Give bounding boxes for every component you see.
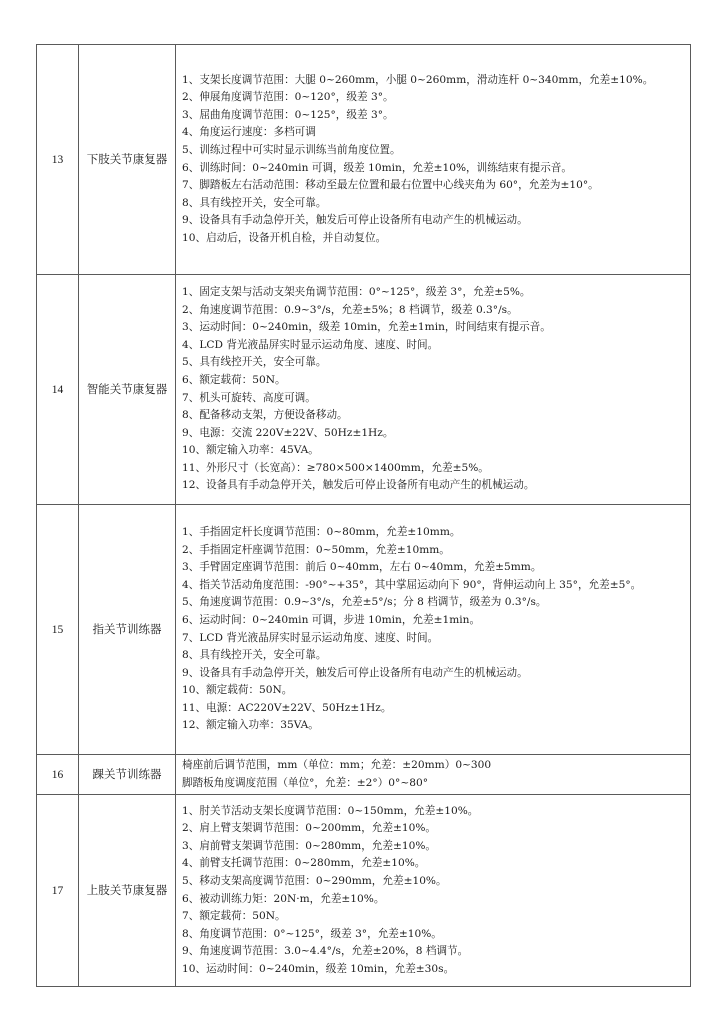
spec-list — [176, 45, 691, 275]
spec-item: 1、固定支架与活动支架夹角调节范围：0°~125°，级差 3°，允差±5%。 — [182, 285, 531, 298]
spec-item: 1、肘关节活动支架长度调节范围：0~150mm，允差±10%。 — [182, 804, 479, 817]
spec-item: 8、角度调节范围：0°~125°，级差 3°，允差±10%。 — [182, 927, 442, 940]
equipment-name: 上肢关节康复器 — [79, 795, 176, 987]
spec-item: 3、手臂固定座调节范围：前后 0~40mm，左右 0~40mm，允差±5mm。 — [182, 561, 542, 574]
item-number: 13 — [37, 45, 79, 275]
item-number: 16 — [37, 755, 79, 795]
table-row — [37, 45, 691, 275]
spec-item: 7、机头可旋转、高度可调。 — [182, 391, 316, 404]
spec-item: 9、电源：交流 220V±22V、50Hz±1Hz。 — [182, 426, 394, 439]
spec-list — [176, 505, 691, 755]
spec-item: 10、额定输入功率：45VA。 — [182, 444, 319, 457]
spec-item: 2、肩上臂支架调节范围：0~200mm，允差±10%。 — [182, 822, 436, 835]
spec-item: 6、训练时间：0~240min 可调，级差 10min，允差±10%，训练结束有提示音。 — [182, 161, 572, 174]
equipment-spec-table — [36, 44, 691, 987]
spec-item: 4、前臂支托调节范围：0~280mm，允差±10%。 — [182, 857, 426, 870]
spec-item: 3、运动时间：0~240min，级差 10min，允差±1min，时间结束有提示音。 — [182, 321, 551, 334]
table-row — [37, 795, 691, 987]
spec-item: 1、手指固定杆长度调节范围：0~80mm，允差±10mm。 — [182, 525, 461, 538]
table-row — [37, 755, 691, 795]
spec-item: 2、伸展角度调节范围：0~120°，级差 3°。 — [182, 91, 394, 104]
equipment-name: 下肢关节康复器 — [79, 45, 176, 275]
table-row — [37, 275, 691, 505]
item-number: 17 — [37, 795, 79, 987]
spec-item: 4、指关节活动角度范围：-90°~+35°，其中掌屈运动向下 90°，背伸运动向上 35°，允差±5°。 — [182, 578, 642, 591]
spec-item: 8、具有线控开关，安全可靠。 — [182, 649, 327, 662]
table-row — [37, 505, 691, 755]
spec-item: 5、移动支架高度调节范围：0~290mm，允差±10%。 — [182, 874, 447, 887]
spec-item: 8、具有线控开关，安全可靠。 — [182, 196, 327, 209]
spec-item: 10、启动后，设备开机自检，并自动复位。 — [182, 231, 387, 244]
item-number: 15 — [37, 505, 79, 755]
spec-item: 11、电源：AC220V±22V、50Hz±1Hz。 — [182, 701, 392, 714]
equipment-name: 指关节训练器 — [79, 505, 176, 755]
spec-item: 5、训练过程中可实时显示训练当前角度位置。 — [182, 143, 401, 156]
spec-list — [176, 795, 691, 987]
spec-item: 12、设备具有手动急停开关，触发后可停止设备所有电动产生的机械运动。 — [182, 479, 535, 492]
spec-item: 5、角速度调节范围：0.9~3°/s，允差±5°/s；分 8 档调节，级差为 0.3°/s。 — [182, 596, 547, 609]
spec-item: 3、肩前臂支架调节范围：0~280mm，允差±10%。 — [182, 839, 436, 852]
document-page — [36, 44, 690, 987]
spec-item: 11、外形尺寸（长宽高）：≥780×500×1400mm，允差±5%。 — [182, 461, 489, 474]
spec-item: 脚踏板角度调度范围（单位°，允差：±2°）0°~80° — [182, 776, 428, 789]
spec-item: 3、屈曲角度调节范围：0~125°，级差 3°。 — [182, 108, 394, 121]
spec-item: 椅座前后调节范围，mm（单位：mm；允差：±20mm）0~300 — [182, 758, 492, 771]
spec-item: 12、额定输入功率：35VA。 — [182, 719, 319, 732]
spec-item: 6、运动时间：0~240min 可调，步进 10min，允差±1min。 — [182, 613, 481, 626]
spec-list — [176, 755, 691, 795]
spec-item: 7、LCD 背光液晶屏实时显示运动角度、速度、时间。 — [182, 631, 439, 644]
spec-item: 9、设备具有手动急停开关，触发后可停止设备所有电动产生的机械运动。 — [182, 214, 528, 227]
spec-item: 6、被动训练力矩：20N·m，允差±10%。 — [182, 892, 385, 905]
spec-item: 2、角速度调节范围：0.9~3°/s，允差±5%；8 档调节，级差 0.3°/s。 — [182, 303, 518, 316]
spec-item: 9、设备具有手动急停开关，触发后可停止设备所有电动产生的机械运动。 — [182, 666, 528, 679]
spec-item: 10、额定载荷：50N。 — [182, 684, 293, 697]
spec-item: 5、具有线控开关，安全可靠。 — [182, 356, 327, 369]
equipment-name: 智能关节康复器 — [79, 275, 176, 505]
spec-item: 8、配备移动支架，方便设备移动。 — [182, 409, 348, 422]
spec-item: 4、LCD 背光液晶屏实时显示运动角度、速度、时间。 — [182, 338, 439, 351]
spec-item: 4、角度运行速度：多档可调 — [182, 126, 316, 139]
spec-item: 7、额定载荷：50N。 — [182, 910, 286, 923]
spec-item: 1、支架长度调节范围：大腿 0~260mm，小腿 0~260mm，滑动连杆 0~340mm，允差±10%。 — [182, 73, 654, 86]
spec-item: 9、角速度调节范围：3.0~4.4°/s，允差±20%，8 档调节。 — [182, 945, 469, 958]
spec-item: 10、运动时间：0~240min，级差 10min，允差±30s。 — [182, 962, 455, 975]
spec-item: 2、手指固定杆座调节范围：0~50mm，允差±10mm。 — [182, 543, 450, 556]
spec-list — [176, 275, 691, 505]
item-number: 14 — [37, 275, 79, 505]
equipment-name: 踝关节训练器 — [79, 755, 176, 795]
spec-item: 6、额定载荷：50N。 — [182, 373, 286, 386]
spec-item: 7、脚踏板左右活动范围：移动至最左位置和最右位置中心线夹角为 60°，允差为±10°。 — [182, 179, 599, 192]
